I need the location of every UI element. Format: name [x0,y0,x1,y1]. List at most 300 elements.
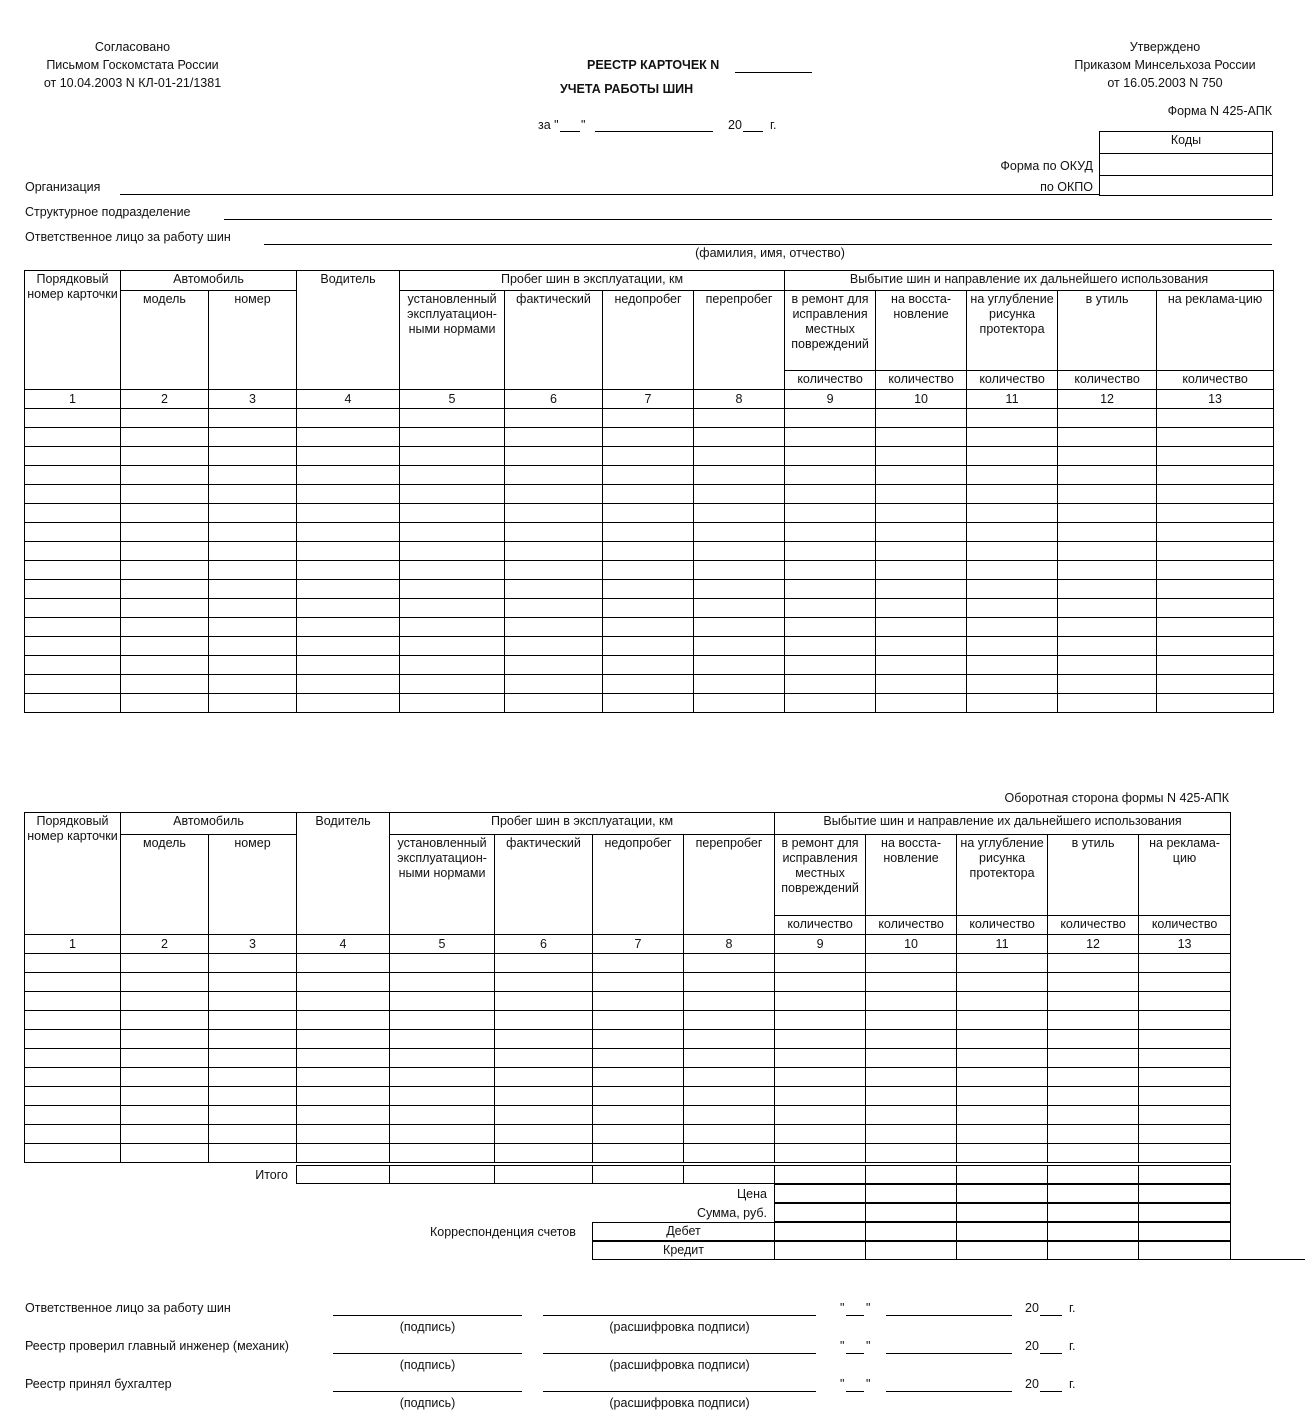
table-cell[interactable] [297,1106,390,1125]
table-cell[interactable] [694,504,785,523]
table-cell[interactable] [297,599,400,618]
table-cell[interactable] [957,1144,1048,1163]
table-cell[interactable] [209,675,297,694]
table-cell[interactable] [121,561,209,580]
table-cell[interactable] [603,618,694,637]
table-cell[interactable] [505,409,603,428]
table-cell[interactable] [121,637,209,656]
table-cell[interactable] [1058,523,1157,542]
table-cell[interactable] [209,1106,297,1125]
table-cell[interactable] [866,1144,957,1163]
date-day-line[interactable] [846,1391,864,1392]
table-cell[interactable] [297,656,400,675]
table-cell[interactable] [209,973,297,992]
table-cell[interactable] [25,1011,121,1030]
table-cell[interactable] [603,428,694,447]
table-cell[interactable] [967,580,1058,599]
table-cell[interactable] [1139,1087,1231,1106]
table-cell[interactable] [775,1125,866,1144]
table-cell[interactable] [297,447,400,466]
table-cell[interactable] [775,1049,866,1068]
table-cell[interactable] [495,973,593,992]
table-cell[interactable] [297,1125,390,1144]
period-month-line[interactable] [595,131,713,132]
credit-cell[interactable] [774,1241,866,1260]
price-cell[interactable] [956,1184,1048,1203]
table-cell[interactable] [1157,656,1274,675]
table-cell[interactable] [1157,428,1274,447]
table-cell[interactable] [967,599,1058,618]
table-cell[interactable] [121,447,209,466]
table-cell[interactable] [209,1030,297,1049]
table-cell[interactable] [505,447,603,466]
table-cell[interactable] [25,466,121,485]
table-cell[interactable] [957,1125,1048,1144]
table-cell[interactable] [694,694,785,713]
table-cell[interactable] [1157,618,1274,637]
table-cell[interactable] [1048,992,1139,1011]
table-cell[interactable] [209,618,297,637]
table-cell[interactable] [866,1125,957,1144]
table-cell[interactable] [400,656,505,675]
table-cell[interactable] [603,656,694,675]
table-cell[interactable] [593,1144,684,1163]
okpo-code-cell[interactable] [1100,176,1273,196]
table-cell[interactable] [400,675,505,694]
table-cell[interactable] [866,1087,957,1106]
table-cell[interactable] [1048,973,1139,992]
table-cell[interactable] [1058,656,1157,675]
table-cell[interactable] [400,618,505,637]
table-cell[interactable] [121,656,209,675]
table-cell[interactable] [25,1106,121,1125]
table-cell[interactable] [25,1030,121,1049]
table-cell[interactable] [1058,466,1157,485]
table-cell[interactable] [876,485,967,504]
table-cell[interactable] [121,466,209,485]
table-cell[interactable] [1157,523,1274,542]
signature-decode-line[interactable] [543,1315,816,1316]
table-cell[interactable] [505,694,603,713]
table-cell[interactable] [400,447,505,466]
table-cell[interactable] [121,542,209,561]
table-cell[interactable] [684,1068,775,1087]
table-cell[interactable] [121,973,209,992]
table-cell[interactable] [209,447,297,466]
table-cell[interactable] [876,523,967,542]
table-cell[interactable] [25,542,121,561]
price-cell[interactable] [1047,1184,1139,1203]
table-cell[interactable] [1048,1030,1139,1049]
table-cell[interactable] [209,580,297,599]
table-cell[interactable] [1157,561,1274,580]
table-cell[interactable] [25,1125,121,1144]
total-cell[interactable] [296,1165,390,1184]
date-year-line[interactable] [1040,1353,1062,1354]
table-cell[interactable] [1058,447,1157,466]
table-cell[interactable] [297,466,400,485]
table-cell[interactable] [593,1106,684,1125]
table-cell[interactable] [684,992,775,1011]
table-cell[interactable] [684,1144,775,1163]
table-cell[interactable] [785,485,876,504]
table-cell[interactable] [775,1011,866,1030]
table-cell[interactable] [1139,1144,1231,1163]
table-cell[interactable] [866,1030,957,1049]
table-cell[interactable] [876,542,967,561]
table-cell[interactable] [25,954,121,973]
table-cell[interactable] [1048,1087,1139,1106]
total-cell[interactable] [592,1165,684,1184]
table-cell[interactable] [505,599,603,618]
total-cell[interactable] [865,1165,957,1184]
date-year-line[interactable] [1040,1391,1062,1392]
sum-cell[interactable] [1047,1203,1139,1222]
table-cell[interactable] [967,485,1058,504]
table-cell[interactable] [390,1106,495,1125]
table-cell[interactable] [785,599,876,618]
table-cell[interactable] [1139,1030,1231,1049]
table-cell[interactable] [785,523,876,542]
table-cell[interactable] [593,954,684,973]
table-cell[interactable] [1058,637,1157,656]
total-cell[interactable] [774,1165,866,1184]
table-cell[interactable] [866,992,957,1011]
table-cell[interactable] [684,1106,775,1125]
table-cell[interactable] [593,1030,684,1049]
table-cell[interactable] [866,1068,957,1087]
table-cell[interactable] [785,409,876,428]
table-cell[interactable] [495,1125,593,1144]
table-cell[interactable] [25,973,121,992]
table-cell[interactable] [1048,1144,1139,1163]
table-cell[interactable] [694,580,785,599]
table-cell[interactable] [209,1068,297,1087]
table-cell[interactable] [876,447,967,466]
table-cell[interactable] [209,523,297,542]
signature-decode-line[interactable] [543,1391,816,1392]
table-cell[interactable] [390,1144,495,1163]
table-cell[interactable] [25,1144,121,1163]
table-cell[interactable] [694,675,785,694]
table-cell[interactable] [1048,1068,1139,1087]
table-cell[interactable] [775,973,866,992]
table-cell[interactable] [866,954,957,973]
table-cell[interactable] [694,637,785,656]
table-cell[interactable] [1048,1125,1139,1144]
table-cell[interactable] [876,618,967,637]
table-cell[interactable] [297,618,400,637]
table-cell[interactable] [400,466,505,485]
table-cell[interactable] [400,504,505,523]
table-cell[interactable] [603,523,694,542]
date-month-line[interactable] [886,1353,1012,1354]
debit-cell[interactable] [774,1222,866,1241]
table-cell[interactable] [785,428,876,447]
table-cell[interactable] [1139,992,1231,1011]
registry-number-line[interactable] [735,72,812,73]
table-cell[interactable] [209,656,297,675]
credit-cell[interactable] [956,1241,1048,1260]
table-cell[interactable] [957,992,1048,1011]
table-cell[interactable] [25,1049,121,1068]
table-cell[interactable] [967,523,1058,542]
table-cell[interactable] [297,694,400,713]
table-cell[interactable] [1058,675,1157,694]
table-cell[interactable] [209,694,297,713]
table-cell[interactable] [785,675,876,694]
table-cell[interactable] [957,1087,1048,1106]
table-cell[interactable] [1157,485,1274,504]
table-cell[interactable] [603,504,694,523]
table-cell[interactable] [785,580,876,599]
table-cell[interactable] [400,428,505,447]
table-cell[interactable] [505,542,603,561]
table-cell[interactable] [866,1106,957,1125]
table-cell[interactable] [121,694,209,713]
table-cell[interactable] [209,542,297,561]
table-cell[interactable] [694,561,785,580]
table-cell[interactable] [121,580,209,599]
table-cell[interactable] [390,973,495,992]
table-cell[interactable] [694,466,785,485]
table-cell[interactable] [876,675,967,694]
sum-cell[interactable] [774,1203,866,1222]
table-cell[interactable] [957,973,1048,992]
table-cell[interactable] [967,409,1058,428]
table-cell[interactable] [25,618,121,637]
table-cell[interactable] [505,618,603,637]
table-cell[interactable] [957,1011,1048,1030]
table-cell[interactable] [1139,1106,1231,1125]
signature-line[interactable] [333,1315,522,1316]
table-cell[interactable] [967,637,1058,656]
table-cell[interactable] [121,1049,209,1068]
table-cell[interactable] [684,954,775,973]
table-cell[interactable] [209,1049,297,1068]
signature-line[interactable] [333,1353,522,1354]
table-cell[interactable] [1139,1068,1231,1087]
table-cell[interactable] [694,599,785,618]
table-cell[interactable] [25,694,121,713]
table-cell[interactable] [1157,637,1274,656]
signature-decode-line[interactable] [543,1353,816,1354]
table-cell[interactable] [785,618,876,637]
table-cell[interactable] [25,599,121,618]
table-cell[interactable] [505,675,603,694]
credit-cell[interactable] [1047,1241,1139,1260]
table-cell[interactable] [209,409,297,428]
table-cell[interactable] [785,466,876,485]
table-cell[interactable] [390,1125,495,1144]
table-cell[interactable] [121,599,209,618]
table-cell[interactable] [1139,973,1231,992]
table-cell[interactable] [967,618,1058,637]
table-cell[interactable] [694,656,785,675]
table-cell[interactable] [694,485,785,504]
table-cell[interactable] [603,580,694,599]
table-cell[interactable] [297,675,400,694]
table-cell[interactable] [121,1087,209,1106]
table-cell[interactable] [25,523,121,542]
table-cell[interactable] [400,542,505,561]
table-cell[interactable] [25,992,121,1011]
table-cell[interactable] [684,1087,775,1106]
table-cell[interactable] [785,694,876,713]
table-cell[interactable] [297,428,400,447]
table-cell[interactable] [957,1049,1048,1068]
table-cell[interactable] [495,1030,593,1049]
total-cell[interactable] [389,1165,495,1184]
table-cell[interactable] [209,504,297,523]
table-cell[interactable] [25,675,121,694]
total-cell[interactable] [1138,1165,1231,1184]
table-cell[interactable] [1058,618,1157,637]
table-cell[interactable] [505,580,603,599]
table-cell[interactable] [967,466,1058,485]
table-cell[interactable] [209,1125,297,1144]
table-cell[interactable] [866,973,957,992]
table-cell[interactable] [390,1087,495,1106]
table-cell[interactable] [297,973,390,992]
table-cell[interactable] [1157,580,1274,599]
table-cell[interactable] [967,694,1058,713]
table-cell[interactable] [603,447,694,466]
table-cell[interactable] [1048,1049,1139,1068]
table-cell[interactable] [25,447,121,466]
table-cell[interactable] [603,637,694,656]
table-cell[interactable] [603,561,694,580]
table-cell[interactable] [209,466,297,485]
table-cell[interactable] [1157,409,1274,428]
table-cell[interactable] [603,409,694,428]
table-cell[interactable] [775,1087,866,1106]
table-cell[interactable] [505,561,603,580]
table-cell[interactable] [25,1087,121,1106]
table-cell[interactable] [603,542,694,561]
table-cell[interactable] [25,485,121,504]
period-day-line[interactable] [560,131,580,132]
table-cell[interactable] [967,675,1058,694]
table-cell[interactable] [876,409,967,428]
table-cell[interactable] [121,1106,209,1125]
table-cell[interactable] [593,1125,684,1144]
table-cell[interactable] [694,409,785,428]
table-cell[interactable] [684,1125,775,1144]
debit-cell[interactable] [1138,1222,1231,1241]
table-cell[interactable] [876,466,967,485]
table-cell[interactable] [1058,428,1157,447]
table-cell[interactable] [25,580,121,599]
credit-cell[interactable] [1138,1241,1231,1260]
debit-cell[interactable] [956,1222,1048,1241]
table-cell[interactable] [775,1030,866,1049]
credit-cell[interactable] [865,1241,957,1260]
table-cell[interactable] [25,656,121,675]
table-cell[interactable] [1157,447,1274,466]
table-cell[interactable] [1157,694,1274,713]
table-cell[interactable] [876,599,967,618]
debit-cell[interactable] [865,1222,957,1241]
table-cell[interactable] [297,561,400,580]
table-cell[interactable] [25,561,121,580]
table-cell[interactable] [209,485,297,504]
table-cell[interactable] [505,523,603,542]
table-cell[interactable] [967,561,1058,580]
table-cell[interactable] [209,992,297,1011]
table-cell[interactable] [957,1106,1048,1125]
table-cell[interactable] [390,1030,495,1049]
table-cell[interactable] [593,1087,684,1106]
table-cell[interactable] [785,447,876,466]
table-cell[interactable] [505,637,603,656]
table-cell[interactable] [876,656,967,675]
table-cell[interactable] [297,523,400,542]
table-cell[interactable] [209,1087,297,1106]
table-cell[interactable] [400,694,505,713]
table-cell[interactable] [1139,954,1231,973]
table-cell[interactable] [495,1106,593,1125]
table-cell[interactable] [25,504,121,523]
date-year-line[interactable] [1040,1315,1062,1316]
period-year-line[interactable] [743,131,763,132]
table-cell[interactable] [297,409,400,428]
table-cell[interactable] [957,954,1048,973]
table-cell[interactable] [876,428,967,447]
table-cell[interactable] [209,1144,297,1163]
table-cell[interactable] [967,504,1058,523]
table-cell[interactable] [400,599,505,618]
total-cell[interactable] [1047,1165,1139,1184]
total-cell[interactable] [956,1165,1048,1184]
date-day-line[interactable] [846,1353,864,1354]
price-cell[interactable] [774,1184,866,1203]
table-cell[interactable] [775,992,866,1011]
table-cell[interactable] [866,1049,957,1068]
table-cell[interactable] [876,580,967,599]
price-cell[interactable] [1138,1184,1231,1203]
table-cell[interactable] [1157,466,1274,485]
table-cell[interactable] [209,561,297,580]
table-cell[interactable] [505,466,603,485]
table-cell[interactable] [297,504,400,523]
table-cell[interactable] [297,1011,390,1030]
table-cell[interactable] [694,523,785,542]
table-cell[interactable] [390,1068,495,1087]
table-cell[interactable] [1157,599,1274,618]
table-cell[interactable] [495,1049,593,1068]
table-cell[interactable] [603,485,694,504]
debit-cell[interactable] [1047,1222,1139,1241]
organization-line[interactable] [120,194,1099,195]
table-cell[interactable] [1058,599,1157,618]
table-cell[interactable] [25,409,121,428]
okud-code-cell[interactable] [1100,154,1273,176]
table-cell[interactable] [400,523,505,542]
table-cell[interactable] [400,580,505,599]
table-cell[interactable] [25,637,121,656]
table-cell[interactable] [400,485,505,504]
table-cell[interactable] [603,599,694,618]
table-cell[interactable] [25,428,121,447]
table-cell[interactable] [297,637,400,656]
table-cell[interactable] [1157,542,1274,561]
table-cell[interactable] [684,1049,775,1068]
table-cell[interactable] [495,1144,593,1163]
table-cell[interactable] [694,542,785,561]
table-cell[interactable] [866,1011,957,1030]
signature-line[interactable] [333,1391,522,1392]
